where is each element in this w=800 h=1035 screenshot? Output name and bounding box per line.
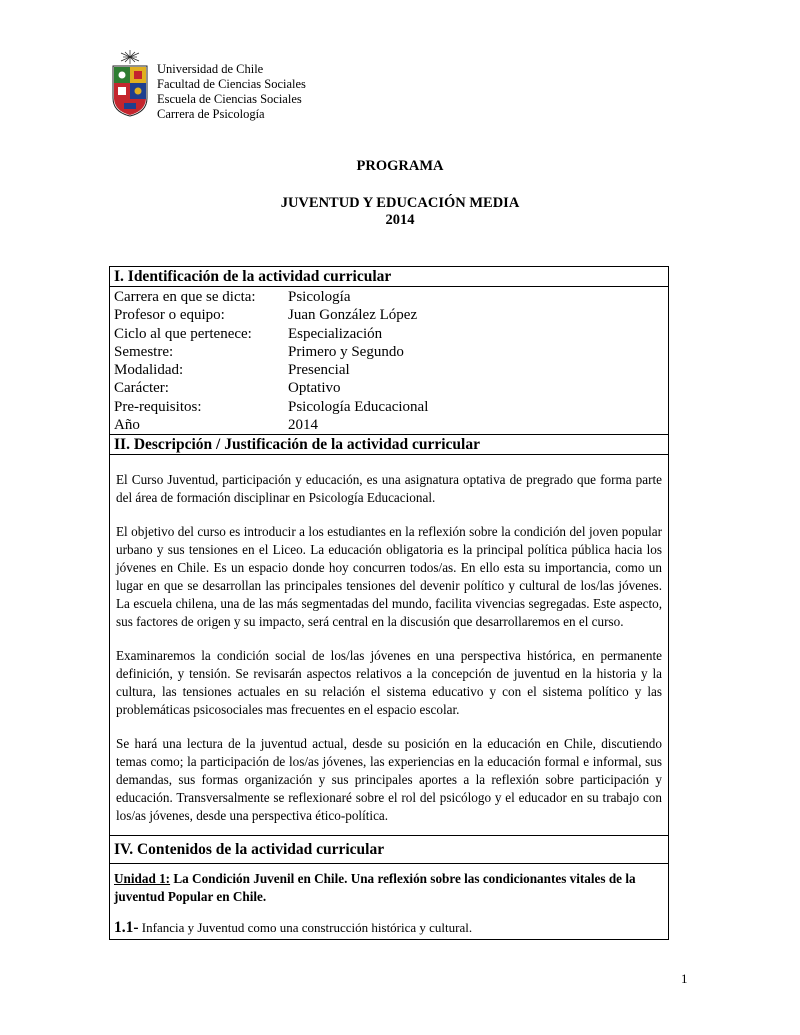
item-text: Infancia y Juventud como una construcción histórica y cultural.: [138, 920, 473, 936]
id-value: Psicología Educacional: [288, 398, 429, 415]
descripcion-body: [110, 455, 668, 835]
identificacion-rows: [110, 287, 668, 434]
description-paragraph: Examinaremos la condición social de los/las jóvenes en una perspectiva histórica, en permanente definición, y tensión. Se revisarán aspectos relativos a la concepción de juventud en la historia y la cultura, las tensiones actuales en su relación el sistema educativo y con el sistema político y las problemáticas psicosociales mas frecuentes en el espacio escolar.: [116, 648, 662, 718]
description-paragraph: El Curso Juventud, participación y educación, es una asignatura optativa de pregrado que forma parte del área de formación disciplinar en Psicología Educacional.: [116, 472, 662, 506]
id-label: Ciclo al que pertenece:: [114, 325, 252, 342]
id-value: Psicología: [288, 289, 351, 305]
id-row: [114, 288, 664, 306]
id-row: [114, 398, 664, 416]
programa-heading: PROGRAMA: [356, 158, 444, 174]
institution-line: Carrera de Psicología: [157, 107, 265, 121]
id-label: Año: [114, 417, 140, 434]
id-row: [114, 416, 664, 434]
id-label: Pre-requisitos:: [114, 398, 202, 415]
id-value: Juan González López: [288, 307, 418, 324]
institution-line: Universidad de Chile: [157, 62, 264, 76]
university-shield-logo: [110, 48, 150, 118]
institution-line: Escuela de Ciencias Sociales: [157, 92, 302, 106]
institution-line: Facultad de Ciencias Sociales: [157, 77, 306, 91]
item-number: 1.1-: [114, 919, 139, 937]
id-label: Semestre:: [114, 343, 174, 360]
unit-label: Unidad 1:: [114, 871, 171, 887]
id-value: Presencial: [288, 362, 350, 379]
id-row: [114, 343, 664, 361]
id-value: 2014: [288, 417, 318, 434]
institution-block: [157, 62, 306, 122]
unit-title: La Condición Juvenil en Chile. Una reflexión sobre las condicionantes vitales de la juventud Popular en Chile.: [114, 871, 636, 905]
id-label: Modalidad:: [114, 362, 184, 379]
id-row: [114, 379, 664, 397]
id-value: Primero y Segundo: [288, 343, 404, 360]
content-item: [110, 906, 668, 939]
description-paragraph: Se hará una lectura de la juventud actual, desde su posición en la educación en Chile, discutiendo temas como; la participación de los/as jóvenes, las experiencias en la educación formal e informal, sus demandas, sus formas organización y sus principales aportes a la reflexión sobre participación y educación. Transversalmente se reflexionaré sobre el rol del psicólogo y el educador en su trabajo con los/as jóvenes, desde una perspectiva ético-política.: [116, 736, 662, 824]
course-title: JUVENTUD Y EDUCACIÓN MEDIA: [280, 195, 520, 211]
description-paragraph: El objetivo del curso es introducir a los estudiantes en la reflexión sobre la condición del joven popular urbano y sus tensiones en el Liceo. La educación obligatoria es la principal política pública hacia los jóvenes en Chile. Es un espacio donde hoy concurren todos/as. En ello esta su importancia, como un lugar en que se desarrollan las principales tensiones del devenir político y cultural de los/las jóvenes. La escuela chilena, una de las más segmentadas del mundo, facilita vivencias segregadas. Este aspecto, sus factores de origen y su impacto, será central en la discusión que desarrollaremos en el curso.: [116, 524, 662, 630]
star-rays-icon: [121, 50, 139, 64]
id-label: Profesor o equipo:: [114, 307, 225, 324]
section-descripcion-heading: II. Descripción / Justificación de la actividad curricular: [110, 434, 668, 455]
id-row: [114, 325, 664, 343]
id-value: Especialización: [288, 325, 383, 342]
id-value: Optativo: [288, 380, 341, 397]
section-contenidos-heading: IV. Contenidos de la actividad curricular: [110, 835, 668, 864]
id-row: [114, 306, 664, 324]
curricular-table: [109, 266, 669, 940]
course-year: 2014: [385, 212, 415, 228]
id-label: Carácter:: [114, 380, 169, 397]
id-label: Carrera en que se dicta:: [114, 289, 256, 305]
id-row: [114, 361, 664, 379]
unit-1-heading: [110, 864, 668, 906]
section-identificacion-heading: I. Identificación de la actividad curricular: [110, 267, 668, 287]
page-number: 1: [681, 971, 688, 986]
